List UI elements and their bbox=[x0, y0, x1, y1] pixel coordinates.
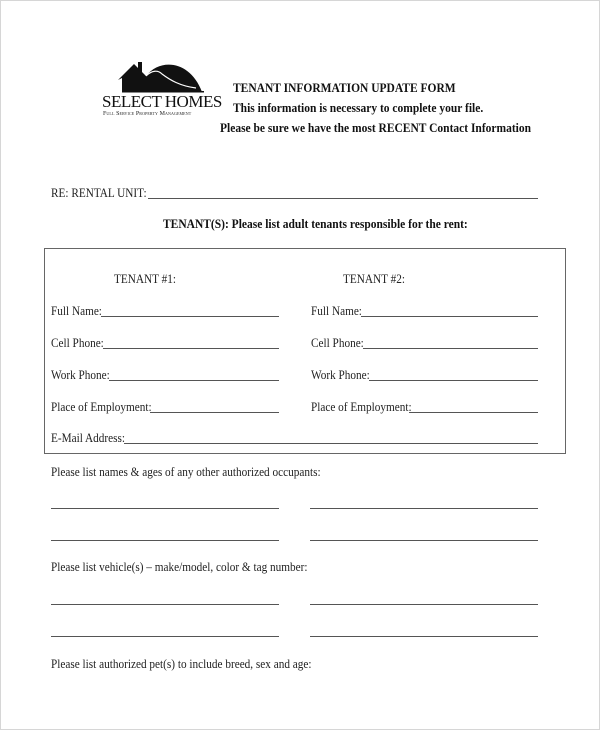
vehicles-label: Please list vehicle(s) – make/model, color & tag number: bbox=[51, 560, 308, 574]
tenant-1-cell-phone-label: Cell Phone: bbox=[51, 336, 104, 350]
tenant-1-employment-field[interactable] bbox=[150, 412, 279, 413]
tenant-1-full-name-field[interactable] bbox=[101, 316, 279, 317]
occupants-label: Please list names & ages of any other authorized occupants: bbox=[51, 465, 321, 479]
tenant-1-work-phone-field[interactable] bbox=[109, 380, 279, 381]
occupants-field-1[interactable] bbox=[51, 508, 279, 509]
occupants-field-3[interactable] bbox=[51, 540, 279, 541]
tenant-1-full-name-label: Full Name: bbox=[51, 304, 102, 318]
tenant-1-work-phone-label: Work Phone: bbox=[51, 368, 110, 382]
header-note-1: This information is necessary to complete your file. bbox=[233, 101, 484, 115]
tenant-1-cell-phone-field[interactable] bbox=[103, 348, 279, 349]
tenant-2-employment-label: Place of Employment: bbox=[311, 400, 412, 414]
tenant-1-heading: TENANT #1: bbox=[114, 272, 176, 286]
rental-unit-field[interactable] bbox=[148, 198, 538, 199]
email-field[interactable] bbox=[124, 443, 538, 444]
tenants-instruction: TENANT(S): Please list adult tenants responsible for the rent: bbox=[163, 217, 468, 231]
tenant-2-work-phone-field[interactable] bbox=[369, 380, 538, 381]
header-note-2: Please be sure we have the most RECENT Contact Information bbox=[220, 121, 532, 135]
tenant-2-heading: TENANT #2: bbox=[343, 272, 405, 286]
tenant-2-employment-field[interactable] bbox=[409, 412, 538, 413]
pets-label: Please list authorized pet(s) to include breed, sex and age: bbox=[51, 657, 312, 671]
vehicles-field-3[interactable] bbox=[51, 636, 279, 637]
tenant-2-cell-phone-label: Cell Phone: bbox=[311, 336, 364, 350]
tenant-1-employment-label: Place of Employment: bbox=[51, 400, 152, 414]
occupants-field-4[interactable] bbox=[310, 540, 538, 541]
tenant-2-full-name-field[interactable] bbox=[361, 316, 538, 317]
form-title: TENANT INFORMATION UPDATE FORM bbox=[233, 81, 456, 95]
vehicles-field-1[interactable] bbox=[51, 604, 279, 605]
logo-name: SELECT HOMES bbox=[102, 92, 222, 111]
occupants-field-2[interactable] bbox=[310, 508, 538, 509]
vehicles-field-2[interactable] bbox=[310, 604, 538, 605]
rental-unit-label: RE: RENTAL UNIT: bbox=[51, 186, 147, 200]
vehicles-field-4[interactable] bbox=[310, 636, 538, 637]
tenant-2-work-phone-label: Work Phone: bbox=[311, 368, 370, 382]
tenant-2-full-name-label: Full Name: bbox=[311, 304, 362, 318]
logo-tagline: Full Service Property Management bbox=[103, 111, 192, 117]
email-label: E-Mail Address: bbox=[51, 431, 126, 445]
tenant-2-cell-phone-field[interactable] bbox=[363, 348, 538, 349]
